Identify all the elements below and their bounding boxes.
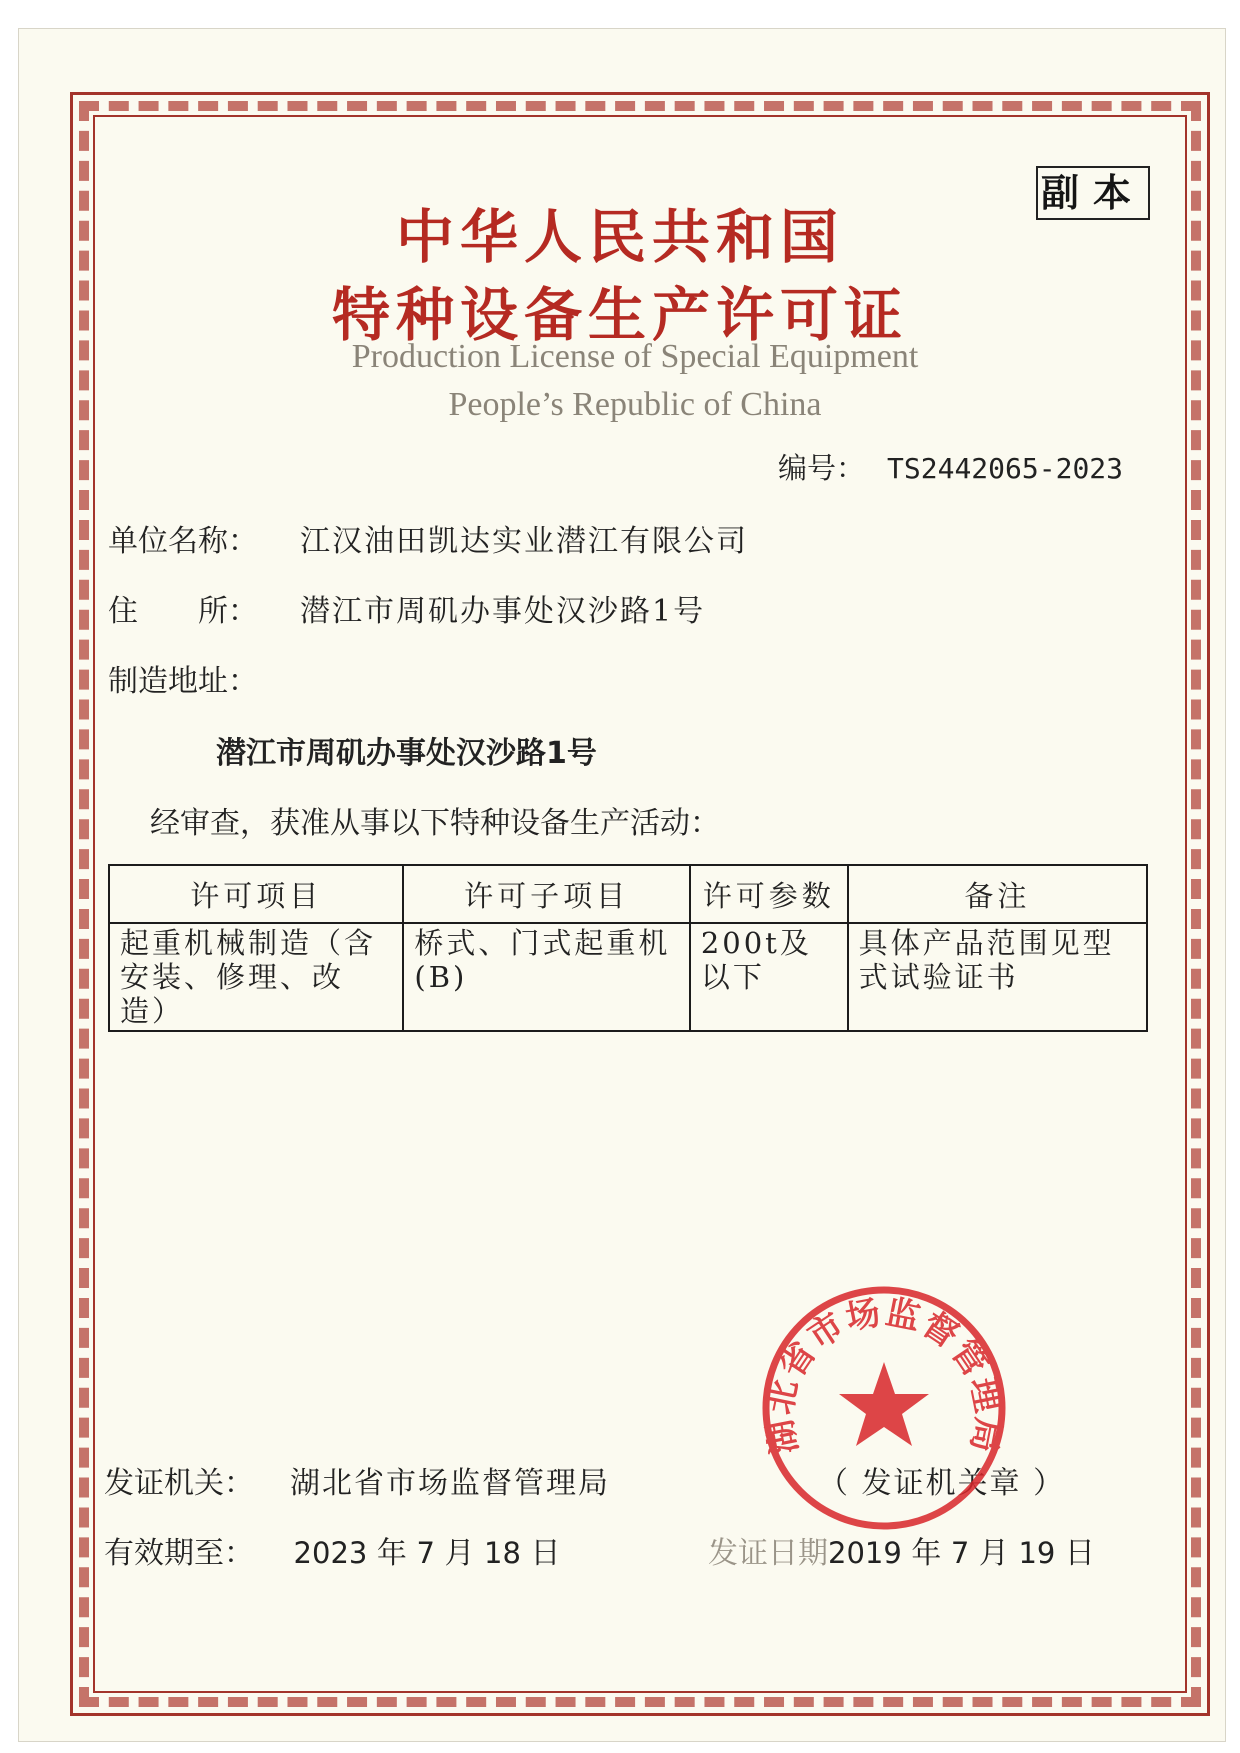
address-label: 住 所： [108,594,258,629]
issue-day: 19 [1018,1536,1056,1570]
mfg-address-label: 制造地址： [108,664,258,699]
valid-month: 7 [416,1536,435,1570]
serial-number [778,446,1123,487]
issue-date-label: 发证日期 [708,1536,828,1571]
header-permit-param: 许可参数 [690,865,848,923]
address-row [108,586,705,630]
cell-permit-param: 200t及以下 [690,923,848,1031]
month-unit: 月 [978,1536,1009,1571]
table-row [109,923,1147,1031]
mfg-address-row [108,656,288,700]
issue-year: 2019 [828,1536,902,1570]
issuer-label: 发证机关： [104,1466,254,1501]
valid-day: 18 [484,1536,521,1570]
day-unit: 日 [1064,1536,1095,1571]
unit-name-row [108,516,748,560]
approval-statement: 经审查，获准从事以下特种设备生产活动： [150,806,720,841]
title-cn-line1: 中华人民共和国 [395,203,844,271]
valid-year: 2023 [293,1536,368,1570]
serial-value: TS2442065-2023 [887,452,1124,485]
mfg-address-value: 潜江市周矶办事处汉沙路1号 [216,736,597,771]
valid-label: 有效期至： [104,1536,254,1571]
valid-until-row [104,1528,560,1572]
year-unit: 年 [911,1536,942,1571]
issuer-row [104,1458,610,1502]
permit-table [108,864,1148,1032]
unit-name-value: 江汉油田凯达实业潜江有限公司 [300,524,748,559]
header-remarks: 备注 [848,865,1147,923]
month-unit: 月 [444,1536,475,1571]
title-cn-line2: 特种设备生产许可证 [331,281,908,349]
address-value: 潜江市周矶办事处汉沙路1号 [300,594,706,629]
day-unit: 日 [530,1536,561,1571]
cell-remarks: 具体产品范围见型式试验证书 [848,923,1147,1031]
seal-star-icon [839,1362,929,1446]
year-unit: 年 [376,1536,407,1571]
official-seal [760,1284,1008,1532]
cell-permit-item: 起重机械制造（含安装、修理、改造） [109,923,403,1031]
issuer-value: 湖北省市场监督管理局 [290,1466,610,1501]
header-permit-item: 许可项目 [109,865,403,923]
seal-note: （ 发证机关章 ） [818,1466,1066,1501]
cell-permit-subitem: 桥式、门式起重机(B) [403,923,689,1031]
header-permit-subitem: 许可子项目 [403,865,689,923]
seal-text: 湖北省市场监督管理局 [760,1292,1008,1458]
title-en-line2: People’s Republic of China [448,386,822,423]
issue-month: 7 [950,1536,970,1570]
unit-name-label: 单位名称： [108,524,258,559]
permit-table-header [109,865,1147,923]
title-en-line1: Production License of Special Equipment [351,338,919,375]
copy-mark: 副本 [1036,166,1150,220]
issue-date-row [708,1528,1095,1572]
serial-label: 编号： [778,451,866,485]
